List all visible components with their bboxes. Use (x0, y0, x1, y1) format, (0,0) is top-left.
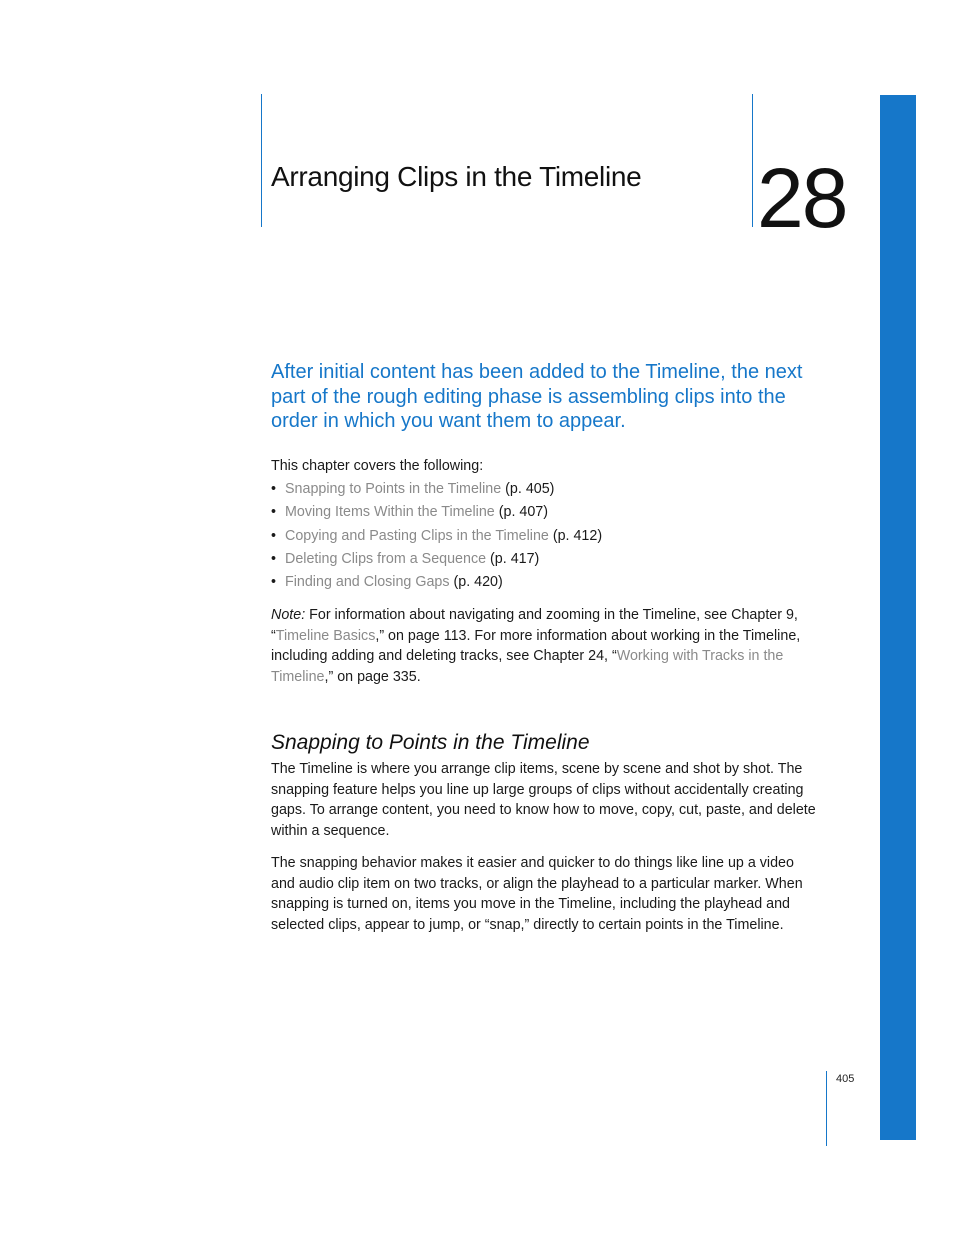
chapter-side-tab (880, 95, 916, 1140)
list-item (271, 549, 602, 572)
toc-link-snapping[interactable]: Snapping to Points in the Timeline (285, 481, 502, 497)
note-label: Note: (271, 607, 306, 623)
toc-page-ref: (p. 412) (548, 527, 603, 544)
covers-label: This chapter covers the following: (271, 458, 484, 474)
list-item (271, 479, 602, 502)
note-paragraph (271, 605, 819, 687)
toc-link-deleting-clips[interactable]: Deleting Clips from a Sequence (285, 550, 487, 567)
body-paragraph: The Timeline is where you arrange clip items, scene by scene and shot by shot. The snapping feature helps you line up large groups of clips without accidentally creating gaps. To arrange content, you need to know how to move, copy, cut, paste, and delete within a sequence. (271, 761, 816, 839)
bullet: • (271, 504, 277, 521)
section-heading: Snapping to Points in the Timeline (271, 731, 590, 754)
toc-page-ref: (p. 405) (501, 481, 555, 497)
list-item (271, 526, 602, 549)
list-item (271, 572, 602, 595)
toc-link-finding-gaps[interactable]: Finding and Closing Gaps (285, 574, 450, 591)
chapter-number-rule (752, 94, 753, 227)
toc-page-ref: (p. 417) (486, 550, 540, 567)
bullet: • (271, 481, 277, 497)
note-text: ,” on page 335. (324, 668, 421, 685)
toc-link-moving-items[interactable]: Moving Items Within the Timeline (285, 504, 495, 521)
note-text: For information about navigating and zooming in the Timeline, see Chapter 9, “ (271, 607, 798, 644)
chapter-number: 28 (757, 151, 847, 245)
toc-link-copying-pasting[interactable]: Copying and Pasting Clips in the Timeline (285, 527, 549, 544)
folio-rule (826, 1071, 827, 1146)
page-number: 405 (836, 1073, 855, 1085)
toc-page-ref: (p. 407) (494, 504, 549, 521)
bullet: • (271, 574, 277, 591)
chapter-contents-list (271, 479, 602, 595)
bullet: • (271, 550, 277, 567)
link-working-with-tracks[interactable]: Working with Tracks in the Timeline (271, 648, 784, 685)
list-item (271, 502, 602, 525)
note-text: ,” on page 113. For more information about working in the Timeline, including adding and deleting tracks, see Chapter 24, “ (271, 627, 801, 664)
body-paragraph: The snapping behavior makes it easier and quicker to do things like line up a video and audio clip item on two tracks, or align the playhead to a particular marker. When snapping is turned on, items you move in the Timeline, including the playhead and selected clips, appear to jump, or “snap,” directly to certain points in the Timeline. (271, 855, 803, 933)
title-rule (261, 94, 262, 227)
toc-page-ref: (p. 420) (449, 574, 503, 591)
chapter-title: Arranging Clips in the Timeline (271, 161, 642, 192)
chapter-intro: After initial content has been added to the Timeline, the next part of the rough editing phase is assembling clips into the order in which you want them to appear. (271, 361, 803, 432)
bullet: • (271, 527, 277, 544)
link-timeline-basics[interactable]: Timeline Basics (275, 627, 376, 644)
